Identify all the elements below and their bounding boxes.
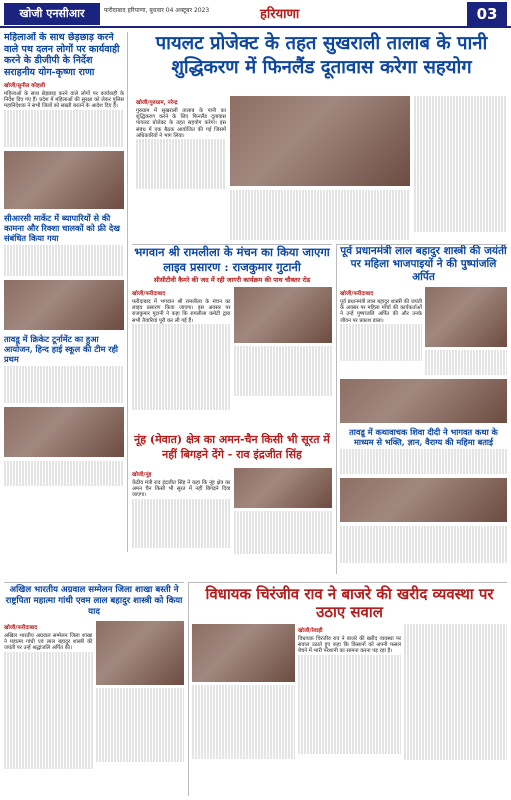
- text-line: [340, 467, 507, 473]
- shastri-photo-2: [340, 379, 507, 423]
- ramlila-subheadline: सीसीटीवी कैमरे की जद में रही जागरी कार्यक्रम की पाथ चौक्तर रोड: [153, 276, 311, 284]
- text-line: [425, 369, 507, 375]
- left-photo-2: [4, 280, 124, 330]
- shastri-col-1: [340, 287, 422, 375]
- chiranjeev-columns: [192, 624, 507, 760]
- shastri-headline: पूर्व प्रधानमंत्री लाल बहादुर शास्त्री की जयंती पर महिला भाजपाइयों ने की पुष्पांजलि अर्पित: [340, 245, 507, 283]
- text-line: [340, 556, 507, 562]
- masthead: खोजी एनसीआर: [4, 3, 100, 25]
- text-line: [136, 182, 226, 188]
- sammelan-byline: खोजी/फरीदाबाद: [4, 625, 38, 631]
- shastri-body: पूर्व प्रधानमंत्री लाल बहादुर शास्त्री की जयंती के अवसर पर महिला मोर्चा की कार्यकर्ताओं ने उन्हें पुष्पांजलि अर्पित की और उनके जीवन पर प्रकाश डाला।: [340, 299, 422, 324]
- nuh-byline: खोजी/नूंह: [132, 472, 152, 478]
- page-header: [0, 0, 511, 28]
- ramlila-photo: [234, 287, 333, 343]
- text-line: [230, 233, 410, 239]
- sammelan-col-2: [96, 621, 185, 769]
- nuh-photo: [234, 468, 333, 508]
- ramlila-body: फरीदाबाद में भगवान श्री रामलीला के मंचन का लाइव प्रसारण किया जाएगा। इस अवसर पर राजकुमार गुटानी ने कहा कि रामलीला कमेटी द्वारा सभी तैयारियां पूरी कर ली गई हैं।: [132, 299, 231, 324]
- left-photo: [4, 151, 124, 209]
- section-title: हरियाणा: [260, 7, 300, 22]
- ramlila-byline: खोजी/फरीदाबाद: [132, 291, 166, 297]
- chiranjeev-col-1: [192, 624, 295, 760]
- chiranjeev-col-3: [404, 624, 507, 760]
- chiranjeev-photo: [192, 624, 295, 682]
- main-story-col-3: [414, 96, 507, 242]
- text-line: [298, 747, 401, 753]
- text-line: [192, 753, 295, 759]
- left-headline-2: सीआरसी मार्केट में ब्यापारियों से की कामना और रिक्शा चालकों को फ्री देख संबंधित किया गया: [4, 212, 120, 243]
- text-line: [132, 404, 231, 410]
- nuh-col-2: [234, 468, 333, 554]
- text-line: [234, 389, 333, 395]
- dateline: फरीदाबाद हरियाणा, बुधवार 04 अक्टूबर 2023: [104, 7, 210, 14]
- shastri-photo-3: [340, 478, 507, 522]
- main-body-text: गुरुग्राम में सुखराली तालाब के पानी का शुद्धिकरण करने के लिए फिनलैंड दूतावास पायलट प्रोजेक्ट के तहत सहयोग करेगा। इस संबंध में एक बैठक आयोजित की गई जिसमें अधिकारियों ने भाग लिया।: [136, 108, 226, 139]
- text-line: [234, 548, 333, 554]
- text-line: [340, 355, 422, 361]
- chiranjeev-col-2: [298, 624, 401, 760]
- left-headline: महिलाओं के साथ छेड़छाड़ करने वाले पथ दलन लोगों पर कार्यवाही करने के डीजीपी के निर्देश सराहनीय योग-कृष्णा राणा: [4, 32, 120, 78]
- main-byline: खोजी/गुरुग्राम, नरेन्द्र: [136, 100, 178, 106]
- left-headline-3: तावडू में क्रिकेट टूर्नामेंट का हुआ आयोजन, हिन्द हाई स्कूल की टीम रही प्रथम: [4, 333, 119, 364]
- shastri-col-2: [425, 287, 507, 375]
- text-line: [132, 542, 231, 548]
- text-line: [4, 397, 124, 403]
- nuh-col-1: [132, 468, 231, 554]
- chiranjeev-headline: विधायक चिरंजीव राव ने बाजरे की खरीद व्यवस्था पर उठाए सवाल: [205, 585, 494, 621]
- main-story-col-2: [230, 190, 410, 242]
- sammelan-col-1: [4, 621, 93, 769]
- shastri-columns: [340, 287, 507, 375]
- sammelan-photo: [96, 621, 185, 685]
- chiranjeev-body: विधायक चिरंजीव राव ने बाजरे की खरीद व्यवस्था पर सवाल उठाते हुए कहा कि किसानों को अपनी फसल बेचने में भारी परेशानी का सामना करना पड़ रहा है।: [298, 636, 401, 655]
- left-photo-3: [4, 407, 124, 457]
- sammelan-story: [4, 582, 184, 796]
- text-line: [4, 269, 124, 275]
- chiranjeev-story: [188, 582, 507, 796]
- nuh-headline: नूंह (मेवात) क्षेत्र का अमन-चैन किसी भी सूरत में नहीं बिगड़ने देंगे - राव इंद्रजीत सिंह: [134, 433, 330, 461]
- shastri-byline: खोजी/फरीदाबाद: [340, 291, 374, 297]
- nuh-story: [132, 468, 332, 580]
- left-column: [4, 32, 128, 552]
- sammelan-columns: [4, 621, 184, 769]
- text-line: [404, 754, 507, 760]
- text-line: [4, 763, 93, 769]
- ramlila-col-1: [132, 287, 231, 410]
- text-line: [4, 479, 124, 485]
- ramlila-col-2: [234, 287, 333, 410]
- shastri-photo: [425, 287, 507, 347]
- shastri-story: [336, 244, 507, 574]
- text-line: [96, 756, 185, 762]
- ramlila-headline: भगवान श्री रामलीला के मंचन का किया जाएगा लाइव प्रसारण : राजकुमार गुटानी: [134, 245, 330, 274]
- text-line: [414, 226, 507, 232]
- main-story: [136, 96, 507, 242]
- sammelan-headline: अखिल भारतीय अग्रवाल सम्मेलन जिला शाखा बस्ती ने राष्ट्रपिता महात्मा गांधी एवम लाल बहादुर शास्त्री को किया याद: [5, 585, 183, 617]
- main-story-col-1: [136, 96, 226, 242]
- left-byline: खोजी/सुनील कोहली: [4, 83, 45, 89]
- ramlila-columns: [132, 287, 332, 410]
- left-body: महिलाओं के साथ छेड़छाड़ करने वाले लोगों पर कार्यवाही के निर्देश दिए गए हैं। प्रदेश में महिलाओं की सुरक्षा को लेकर पुलिस महानिदेशक ने सभी जिलों को सख्ती बरतने के आदेश दिए हैं।: [4, 91, 124, 110]
- shastri-headline-2: तावडू में कथावाचक शिवा दीदी ने भागवत कथा के माध्यम से भक्ति, ज्ञान, वैराग्य की महिमा बताई: [349, 426, 498, 447]
- nuh-body: केंद्रीय मंत्री राव इंद्रजीत सिंह ने कहा कि नूंह क्षेत्र का अमन चैन किसी भी सूरत में नहीं बिगड़ने दिया जाएगा।: [132, 480, 231, 499]
- nuh-columns: [132, 468, 332, 554]
- chiranjeev-byline: खोजी/रेवाड़ी: [298, 628, 323, 634]
- main-headline: पायलट प्रोजेक्ट के तहत सुखराली तालाब के पानी शुद्धिकरण में फिनलैंड दूतावास करेगा सहयोग: [155, 33, 488, 78]
- sammelan-body: अखिल भारतीय अग्रवाल सम्मेलन जिला शाखा ने महात्मा गांधी एवं लाल बहादुर शास्त्री की जयंती पर उन्हें श्रद्धांजलि अर्पित की।: [4, 633, 93, 652]
- page-number: 03: [467, 2, 507, 26]
- main-photo: [230, 96, 410, 186]
- text-line: [4, 141, 124, 147]
